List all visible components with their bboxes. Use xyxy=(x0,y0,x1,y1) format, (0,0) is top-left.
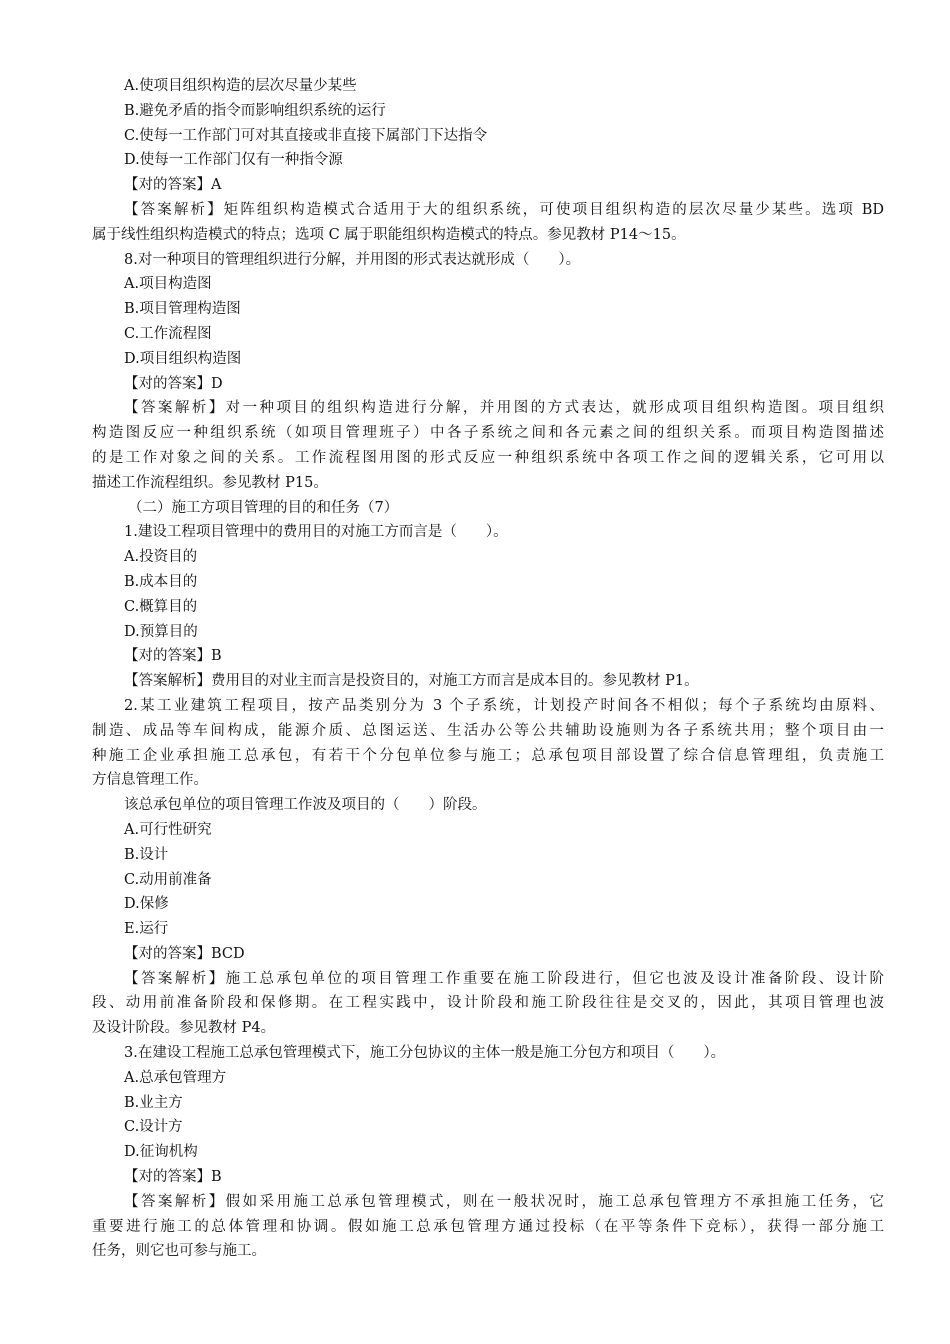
option-line: C.工作流程图 xyxy=(124,325,212,342)
explanation-line: 【答案解析】假如采用施工总承包管理模式，则在一般状况时，施工总承包管理方不承担施工任务，它 xyxy=(124,1193,884,1210)
question-line: 该总承包单位的项目管理工作波及项目的（ ）阶段。 xyxy=(124,797,487,814)
option-line: D.征询机构 xyxy=(124,1144,198,1161)
explanation-line: 构造图反应一种组织系统（如项目管理班子）中各子系统之间和各元素之间的组织关系。而项目构造图描述 xyxy=(92,425,884,442)
option-line: B.项目管理构造图 xyxy=(124,301,241,318)
answer-line: 【对的答案】D xyxy=(124,375,223,392)
option-line: A.投资目的 xyxy=(124,549,198,566)
question-line: 1.建设工程项目管理中的费用目的对施工方而言是（ ）。 xyxy=(124,524,508,541)
question-line: 制造、成品等车间构成，能源介质、总图运送、生活办公等公共辅助设施则为各子系统共用；整个项目由一 xyxy=(92,722,884,739)
option-line: D.使每一工作部门仅有一种指令源 xyxy=(124,152,343,169)
option-line: D.保修 xyxy=(124,896,169,913)
option-line: D.预算目的 xyxy=(124,623,198,640)
option-line: A.可行性研究 xyxy=(124,821,212,838)
question-line: 8.对一种项目的管理组织进行分解，并用图的形式表达就形成（ ）。 xyxy=(124,251,581,268)
section-heading: （二）施工方项目管理的目的和任务（7） xyxy=(128,499,399,516)
question-line: 方信息管理工作。 xyxy=(92,772,208,789)
option-line: A.总承包管理方 xyxy=(124,1069,227,1086)
option-line: C.概算目的 xyxy=(124,598,198,615)
option-line: D.项目组织构造图 xyxy=(124,350,242,367)
option-line: B.成本目的 xyxy=(124,573,198,590)
option-line: A.项目构造图 xyxy=(124,276,212,293)
explanation-line: 任务，则它也可参与施工。 xyxy=(92,1243,266,1260)
option-line: C.动用前准备 xyxy=(124,871,212,888)
option-line: C.设计方 xyxy=(124,1119,183,1136)
explanation-line: 【答案解析】对一种项目的组织构造进行分解，并用图的方式表达，就形成项目组织构造图。项目组织 xyxy=(124,400,884,417)
answer-line: 【对的答案】B xyxy=(124,1169,222,1186)
question-line: 3.在建设工程施工总承包管理模式下，施工分包协议的主体一般是施工分包方和项目（ ）。 xyxy=(124,1045,726,1062)
option-line: B.避免矛盾的指令而影响组织系统的运行 xyxy=(124,102,386,119)
explanation-line: 属于线性组织构造模式的特点；选项 C 属于职能组织构造模式的特点。参见教材 P14～15。 xyxy=(92,226,686,243)
option-line: C.使每一工作部门可对其直接或非直接下属部门下达指令 xyxy=(124,127,488,144)
question-line: 2.某工业建筑工程项目，按产品类别分为 3 个子系统，计划投产时间各不相似；每个子系统均由原料、 xyxy=(124,697,884,714)
explanation-line: 【答案解析】施工总承包单位的项目管理工作重要在施工阶段进行，但它也波及设计准备阶段、设计阶 xyxy=(124,970,884,987)
explanation-line: 段、动用前准备阶段和保修期。在工程实践中，设计阶段和施工阶段往往是交叉的，因此，其项目管理也波 xyxy=(92,995,884,1012)
option-line: B.业主方 xyxy=(124,1094,183,1111)
answer-line: 【对的答案】BCD xyxy=(124,945,245,962)
document-page xyxy=(92,74,884,1264)
question-line: 种施工企业承担施工总承包，有若干个分包单位参与施工；总承包项目部设置了综合信息管理组，负责施工 xyxy=(92,747,884,764)
answer-line: 【对的答案】A xyxy=(124,177,222,194)
answer-line: 【对的答案】B xyxy=(124,648,222,665)
explanation-line: 重要进行施工的总体管理和协调。假如施工总承包管理方通过投标（在平等条件下竞标），获得一部分施工 xyxy=(92,1218,884,1235)
explanation-line: 【答案解析】矩阵组织构造模式合适用于大的组织系统，可使项目组织构造的层次尽量少某些。选项 BD xyxy=(124,201,884,218)
explanation-line: 【答案解析】费用目的对业主而言是投资目的，对施工方而言是成本目的。参见教材 P1。 xyxy=(124,673,699,690)
explanation-line: 的是工作对象之间的关系。工作流程图用图的形式反应一种组织系统中各项工作之间的逻辑关系，它可用以 xyxy=(92,449,884,466)
option-line: E.运行 xyxy=(124,921,169,938)
option-line: B.设计 xyxy=(124,846,169,863)
explanation-line: 及设计阶段。参见教材 P4。 xyxy=(92,1020,276,1037)
explanation-line: 描述工作流程组织。参见教材 P15。 xyxy=(92,474,328,491)
option-line: A.使项目组织构造的层次尽量少某些 xyxy=(124,78,357,94)
